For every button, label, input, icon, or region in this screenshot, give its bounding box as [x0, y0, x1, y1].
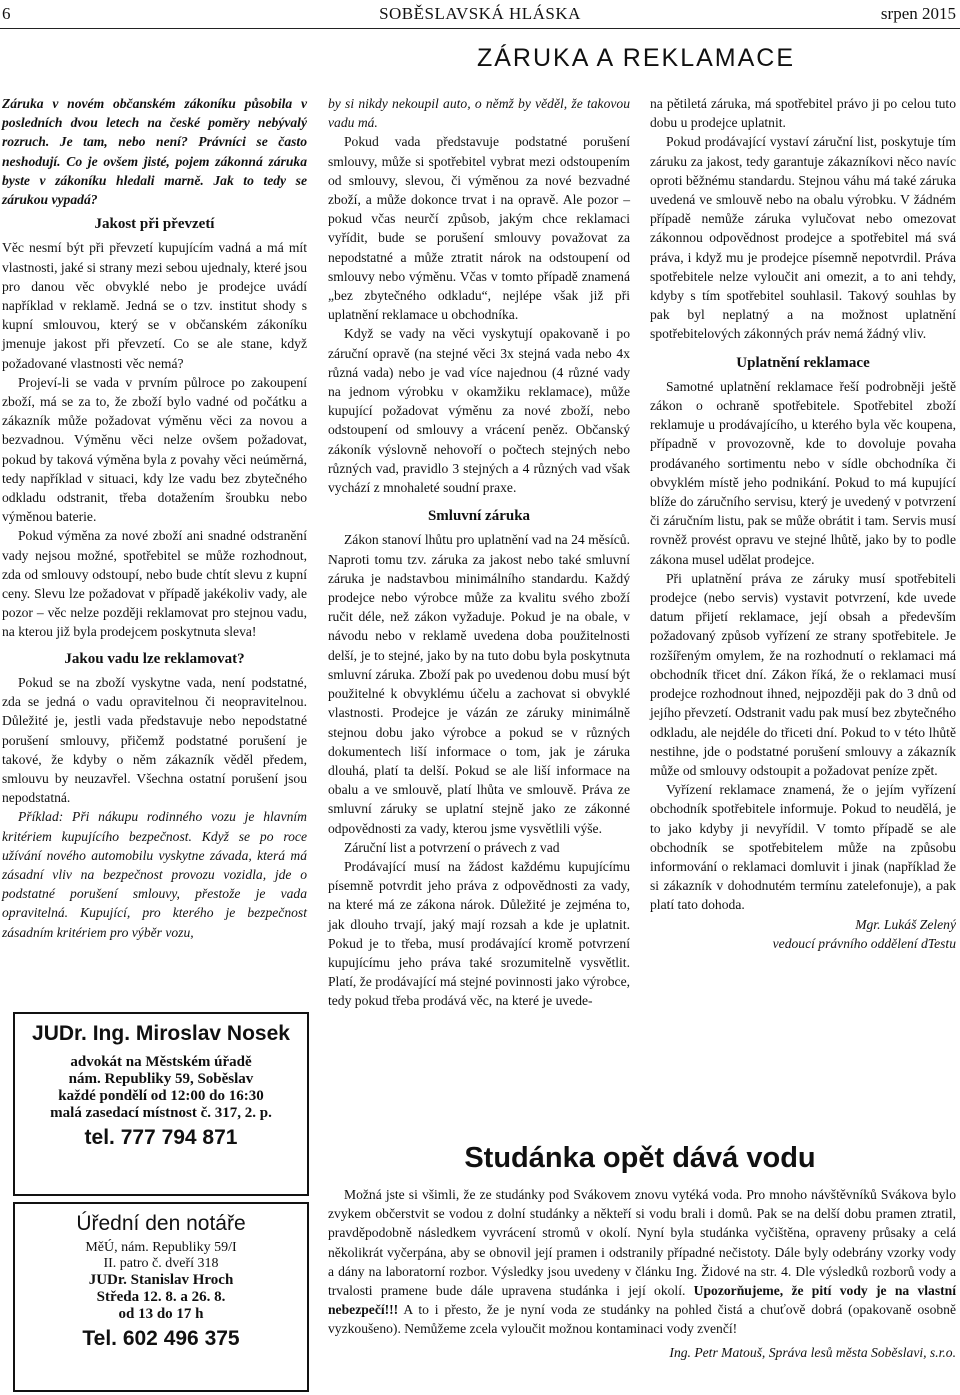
news-text: Možná jste si všimli, že ze studánky pod Svákovem znovu vytéká voda. Pro mnoho návštěvníků Svákova bylo zvykem občerstvit se vodou z dolní studánky a někteří si vodu brali i domů. Pak se na delší dobu pramen ztratil, pravděpodobně následkem vyvrácení stromů v okolí. Nyní byla studánka vyčištěna, opraveny průsaky a celá několikrát vyčerpána, aby se obnovil její pramen i odstranily případné nečistoty. Dále byly odebrány vzorky vody a dány na laboratorní rozbor. Výsledky jsou uvedeny v článku Ing. Židové na str. 4. Dle výsledků rozborů vody a trvalosti pramene bude dále upravena studánka i její okolí. — [328, 1187, 956, 1299]
paragraph: Pokud výměna za nové zboží ani snadné odstranění vady nejsou možné, spotřebitel se může rozhodnout, zda od smlouvy odstoupí, nebo bude chtít slevu z kupní ceny. Slevu lze požadovat v případě jakékoliv vady, ale pozor – věc nelze později reklamovat pro stejnou vadu, na kterou již byla prodejcem poskytnuta sleva! — [2, 528, 307, 640]
news-signature: Ing. Petr Matouš, Správa lesů města Soběslavi, s.r.o. — [669, 1344, 956, 1360]
paragraph: by si nikdy nekoupil auto, o němž by věděl, že takovou vadu má. — [328, 96, 630, 131]
paragraph: Záruční list a potvrzení o právech z vad — [344, 839, 560, 855]
news-title: Studánka opět dává vodu — [464, 1142, 816, 1174]
paragraph: Při uplatnění práva ze záruky musí spotřebiteli prodejce (nebo servis) vystavit potvrzení, kde uvede datum přijetí reklamace, její obsah a především požadovaný způsob vyřízení ze strany spotřebitele. Je rozšířeným omylem, že na rozhodnutí o reklamaci má obchodník třicet dní. Zákon říká, že o reklamaci musí prodejce rozhodnout ihned, nejpozději pak do 3 dnů od jejího převzetí. Odstranit vadu pak musí bez zbytečného odkladu, ale nejdéle do třiceti dní. Pokud to v této lhůtě nestihne, jde o podstatné porušení smlouvy a zákazník může od smlouvy odstoupit a požadovat peníze zpět. — [650, 570, 956, 778]
author-name: Mgr. Lukáš Zelený — [855, 916, 956, 932]
news-text: A to i přesto, že je nyní voda ze studánky na pohled čistá a chuťově dobrá (opakovaně osobně vyzkoušeno). Nemůžeme zcela vyloučit možnou kontaminaci vody zvenčí! — [328, 1302, 956, 1337]
paragraph: Zákon stanoví lhůtu pro uplatnění vad na 24 měsíců. Naproti tomu tzv. záruka za jakost nebo také smluvní záruka je nadstavbou minimálního standardu. Každý prodejce nebo výrobce může za kvalitu svého zboží ručit déle, než zákon vyžaduje. Pokud je na obale, v návodu nebo v reklamě uvedena doba použitelnosti delší, je to stejné, jako by na tuto dobu byla poskytnuta smluvní záruka. Zboží pak po uvedenou dobu musí být použitelné k obvyklému účelu a zachovat si obvyklé vlastnosti. Prodejce je vázán ze záruky minimálně stejnou dobu jako výrobce a pokud se v různých dokumentech liší informace o tom, jak je záruka dlouhá, platí ta delší. Pokud se ale liší informace na obalu a ve smlouvě, platí lhůta ve smlouvě. Práva ze smluvní záruky se uplatní stejně jako ze zákonné odpovědnosti za vady, kterou jsme vysvětlili výše. — [328, 532, 630, 836]
paragraph: Projeví-li se vada v prvním půlroce po zakoupení zboží, má se za to, že zboží bylo vadné od počátku a zákazník může požadovat výměnu věci za novou a bezvadnou. Výměnu věci nelze ovšem požadovat, pokud by taková výměna byla z povahy věci neúměrná, tedy například v situaci, kdy lze vadu bez zbytečného odkladu odstranit, třeba dotažením šroubku nebo výměnou baterie. — [2, 374, 307, 525]
paragraph: Když se vady na věci vyskytují opakovaně i po záruční opravě (na stejné věci 3x stejná vada nebo 4x různá vada) nebo je vad více najednou (4 různé vady na jednom výrobku v okamžiku reklamace), může kupující požadovat výměnu za nové zboží, nebo odstoupení od smlouvy a vrácení peněz. Občanský zákoník výslovně nehovoří o počtech stejných nebo různých vad, pravidlo 3 stejných a 4 různých vad však vychází z mnohaleté soudní praxe. — [328, 326, 630, 496]
publication-name: SOBĚSLAVSKÁ HLÁSKA — [379, 4, 581, 23]
page-header — [0, 0, 960, 29]
notary-line: II. patro č. dveří 318 — [103, 1256, 219, 1271]
paragraph: na pětiletá záruka, má spotřebitel právo ji po celou tuto dobu u prodejce uplatnit. — [650, 96, 956, 131]
lawyer-name: JUDr. Ing. Miroslav Nosek — [32, 1022, 290, 1045]
lawyer-line: advokát na Městském úřadě — [70, 1054, 252, 1070]
lawyer-line: nám. Republiky 59, Soběslav — [68, 1071, 254, 1087]
article-column-3 — [650, 94, 956, 953]
notary-line: Středa 12. 8. a 26. 8. — [96, 1289, 226, 1305]
article-column-1 — [2, 94, 307, 942]
lawyer-phone: tel. 777 794 871 — [84, 1126, 238, 1149]
article-title: ZÁRUKA A REKLAMACE — [476, 44, 796, 72]
section-heading: Jakost při převzetí — [94, 216, 215, 233]
notary-phone: Tel. 602 496 375 — [82, 1327, 240, 1350]
section-heading: Uplatnění reklamace — [736, 354, 870, 371]
section-heading: Smluvní záruka — [427, 508, 531, 525]
news-body — [328, 1185, 956, 1362]
paragraph: Pokud se na zboží vyskytne vada, není podstatné, zda se jedná o vadu opravitelnou či neopravitelnou. Důležité je, jestli vada představuje nebo nepodstatné porušení smlouvy, přičemž podstatné porušení je takové, že kdyby o něm zákazník věděl předem, smlouvu by neuzavřel. Všechna ostatní porušení jsou nepodstatná. — [2, 674, 307, 806]
paragraph: Vyřízení reklamace znamená, že o jejím vyřízení obchodník spotřebitele informuje. Pokud to neudělá, je to jako kdyby ji nevyřídil. V tomto případě se ale obchodník se spotřebitelem může na způsobu informování o reklamaci domluvit i jinak (například že si zákazník v dohodnutém termínu zatelefonuje), a pak platí tato dohoda. — [650, 782, 956, 913]
paragraph: Samotné uplatnění reklamace řeší podrobněji ještě zákon o ochraně spotřebitele. Spotřebitel zboží reklamuje u prodávajícího, u kterého byla věc koupena, případně v provozovně, kde to dovoluje povaha prodávaného sortimentu nebo v sídle obchodníka či obvyklém místě jeho podnikání. Pokud to má kupující blíže do záručního servisu, který je uvedený v potvrzení či záručním listu, pak se může obrátit i tam. Servis musí rovněž provést opravu ve stejné lhůtě, jako by to podle zákona musel udělat prodejce. — [650, 378, 956, 567]
paragraph: Pokud vada představuje podstatné porušení smlouvy, může si spotřebitel vybrat mezi odstoupením od smlouvy, slevou, či výměnou za nové bezvadné zboží, a může dokonce trvat i na opravě. Ale pozor – pokud včas neurčí způsob, jakým chce reklamaci vyřídit, bude se porušení smlouvy považovat za nepodstatné a může ztratit nárok na odstoupení od smlouvy nebo výměnu. Včas v tomto případě znamená „bez zbytečného odkladu“, nejlépe však již při uplatnění reklamace u obchodníka. — [328, 134, 630, 323]
notary-line: MěÚ, nám. Republiky 59/I — [85, 1240, 237, 1255]
paragraph: Příklad: Při nákupu rodinného vozu je hlavním kritériem kupujícího bezpečnost. Když se po roce užívání nového automobilu vyskytne závada, která má zásadní vliv na bezpečnost provozu vozidla, jde o podstatné porušení smlouvy, přestože je vada opravitelná. Kupující, pro kterého je bezpečnost zásadním kritériem pro výběr vozu, — [2, 809, 307, 940]
article-lead: Záruka v novém občanském zákoníku působila v posledních dvou letech na české poměry nebývalý rozruch. Je tam, nebo není? Právníci se často neshodují. Co je ovšem jisté, pojem zákonná záruka byste v zákoníku hledali marně. Jak to tedy se zárukou vypadá? — [2, 96, 307, 208]
page-number: 6 — [2, 4, 11, 23]
lawyer-line: každé pondělí od 12:00 do 16:30 — [58, 1088, 264, 1104]
notary-title: Úřední den notáře — [76, 1212, 246, 1235]
lawyer-ad — [13, 1012, 309, 1196]
paragraph: Pokud prodávající vystaví záruční list, poskytuje tím záruku za jakost, tedy garantuje zákazníkovi něco navíc oproti běžnému standardu. Stejnou váhu má také záruka uvedená ve smlouvě nebo na obalu výrobku. V žádném případě nemůže záruka vylučovat nebo omezovat zákonnou odpovědnost prodejce a spotřebitel má svá práva, i když mu je prodejce písemně nepotvrdil. Práva spotřebitele nelze vyloučit ani omezit, a to ani tehdy, kdyby s tím spotřebitel souhlasil. Takový souhlas by pak byl neplatný a na možnost uplatnění spotřebitelových zákonných práv nemá žádný vliv. — [650, 134, 956, 342]
author-role: vedoucí právního oddělení dTestu — [772, 935, 956, 951]
news-warning: Upozorňujeme, že pití vody je na vlastní nebezpečí!!! — [328, 1283, 957, 1318]
paragraph: Prodávající musí na žádost každému kupujícímu písemně potvrdit jeho práva z odpovědnosti za vady, na které má ze zákona nárok. Důležité je zejména to, jak dlouho trvají, jaký mají rozsah a kde je uplatnit. Pokud je to třeba, musí prodávající kromě potvrzení kupujícímu jeho práva také srozumitelně vysvětlit. Platí, že prodávající má stejné povinnosti jako výrobce, tedy pokud třeba prodává věc, na které je uvede- — [328, 858, 630, 1009]
notary-ad — [13, 1202, 309, 1392]
paragraph: Věc nesmí být při převzetí kupujícím vadná a má mít vlastnosti, jaké si strany mezi sebou ujednaly, které jsou pro danou věc obvyklé nebo je prodejce uvádí například v reklamě. Jedná se o tzv. institut shody s kupní smlouvou, který se v občanském zákoníku jmenuje jakost při převzetí. Co se ale stane, když požadované vlastnosti věc nemá? — [2, 240, 307, 371]
article-column-2 — [328, 94, 630, 1011]
section-heading: Jakou vadu lze reklamovat? — [64, 650, 245, 667]
issue-date: srpen 2015 — [880, 4, 956, 23]
notary-line: JUDr. Stanislav Hroch — [88, 1272, 234, 1288]
notary-line: od 13 do 17 h — [118, 1306, 204, 1322]
lawyer-line: malá zasedací místnost č. 317, 2. p. — [50, 1105, 272, 1121]
